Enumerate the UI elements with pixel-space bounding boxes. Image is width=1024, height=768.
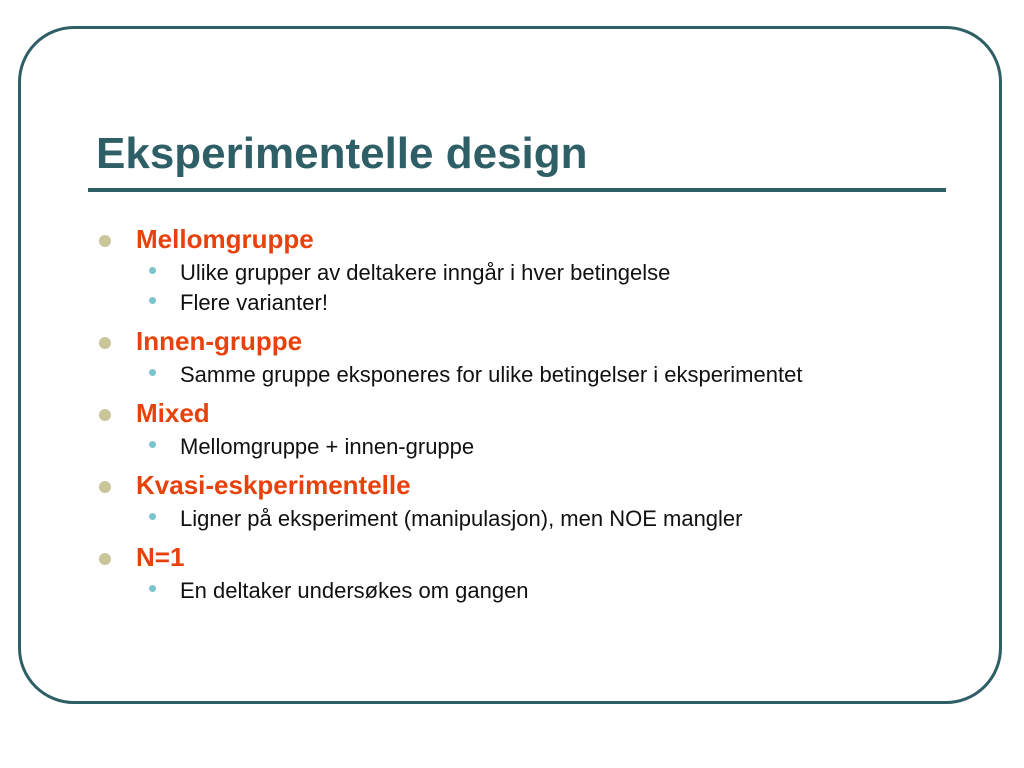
bullet-dot-icon <box>99 481 111 493</box>
bullet-dot-icon <box>99 337 111 349</box>
section-heading <box>96 396 946 430</box>
section-heading-text: N=1 <box>136 542 185 572</box>
sub-list <box>96 573 946 606</box>
list-item <box>96 285 946 318</box>
sub-list <box>96 429 946 462</box>
list-item <box>96 573 946 606</box>
bullet-icon: • <box>148 429 158 459</box>
list-item <box>96 255 946 288</box>
section-kvasi <box>96 468 946 534</box>
list-item-text: Flere varianter! <box>180 290 328 315</box>
section-mellomgruppe <box>96 222 946 318</box>
sub-list <box>96 357 946 390</box>
section-mixed <box>96 396 946 462</box>
list-item-text: Samme gruppe eksponeres for ulike betingelser i eksperimentet <box>180 362 803 387</box>
list-item <box>96 357 946 390</box>
section-heading <box>96 324 946 358</box>
bullet-icon: • <box>148 501 158 531</box>
section-innen-gruppe <box>96 324 946 390</box>
bullet-icon: • <box>148 357 158 387</box>
sub-list <box>96 255 946 318</box>
section-heading <box>96 468 946 502</box>
list-item-text: En deltaker undersøkes om gangen <box>180 578 529 603</box>
bullet-icon: • <box>148 573 158 603</box>
section-heading-text: Innen-gruppe <box>136 326 303 356</box>
title-underline <box>88 188 946 192</box>
section-heading <box>96 222 946 256</box>
slide-title: Eksperimentelle design <box>96 129 588 178</box>
section-n1 <box>96 540 946 606</box>
list-item <box>96 429 946 462</box>
section-heading-text: Mellomgruppe <box>136 224 314 254</box>
list-item-text: Mellomgruppe + innen-gruppe <box>180 434 475 459</box>
bullet-icon: • <box>148 285 158 315</box>
section-heading <box>96 540 946 574</box>
list-item <box>96 501 946 534</box>
list-item-text: Ligner på eksperiment (manipulasjon), men NOE mangler <box>180 506 743 531</box>
list-item-text: Ulike grupper av deltakere inngår i hver betingelse <box>180 260 671 285</box>
bullet-icon: • <box>148 255 158 285</box>
bullet-dot-icon <box>99 409 111 421</box>
bullet-dot-icon <box>99 553 111 565</box>
bullet-dot-icon <box>99 235 111 247</box>
section-heading-text: Kvasi-eskperimentelle <box>136 470 411 500</box>
slide-content <box>96 218 946 612</box>
sub-list <box>96 501 946 534</box>
section-heading-text: Mixed <box>136 398 210 428</box>
